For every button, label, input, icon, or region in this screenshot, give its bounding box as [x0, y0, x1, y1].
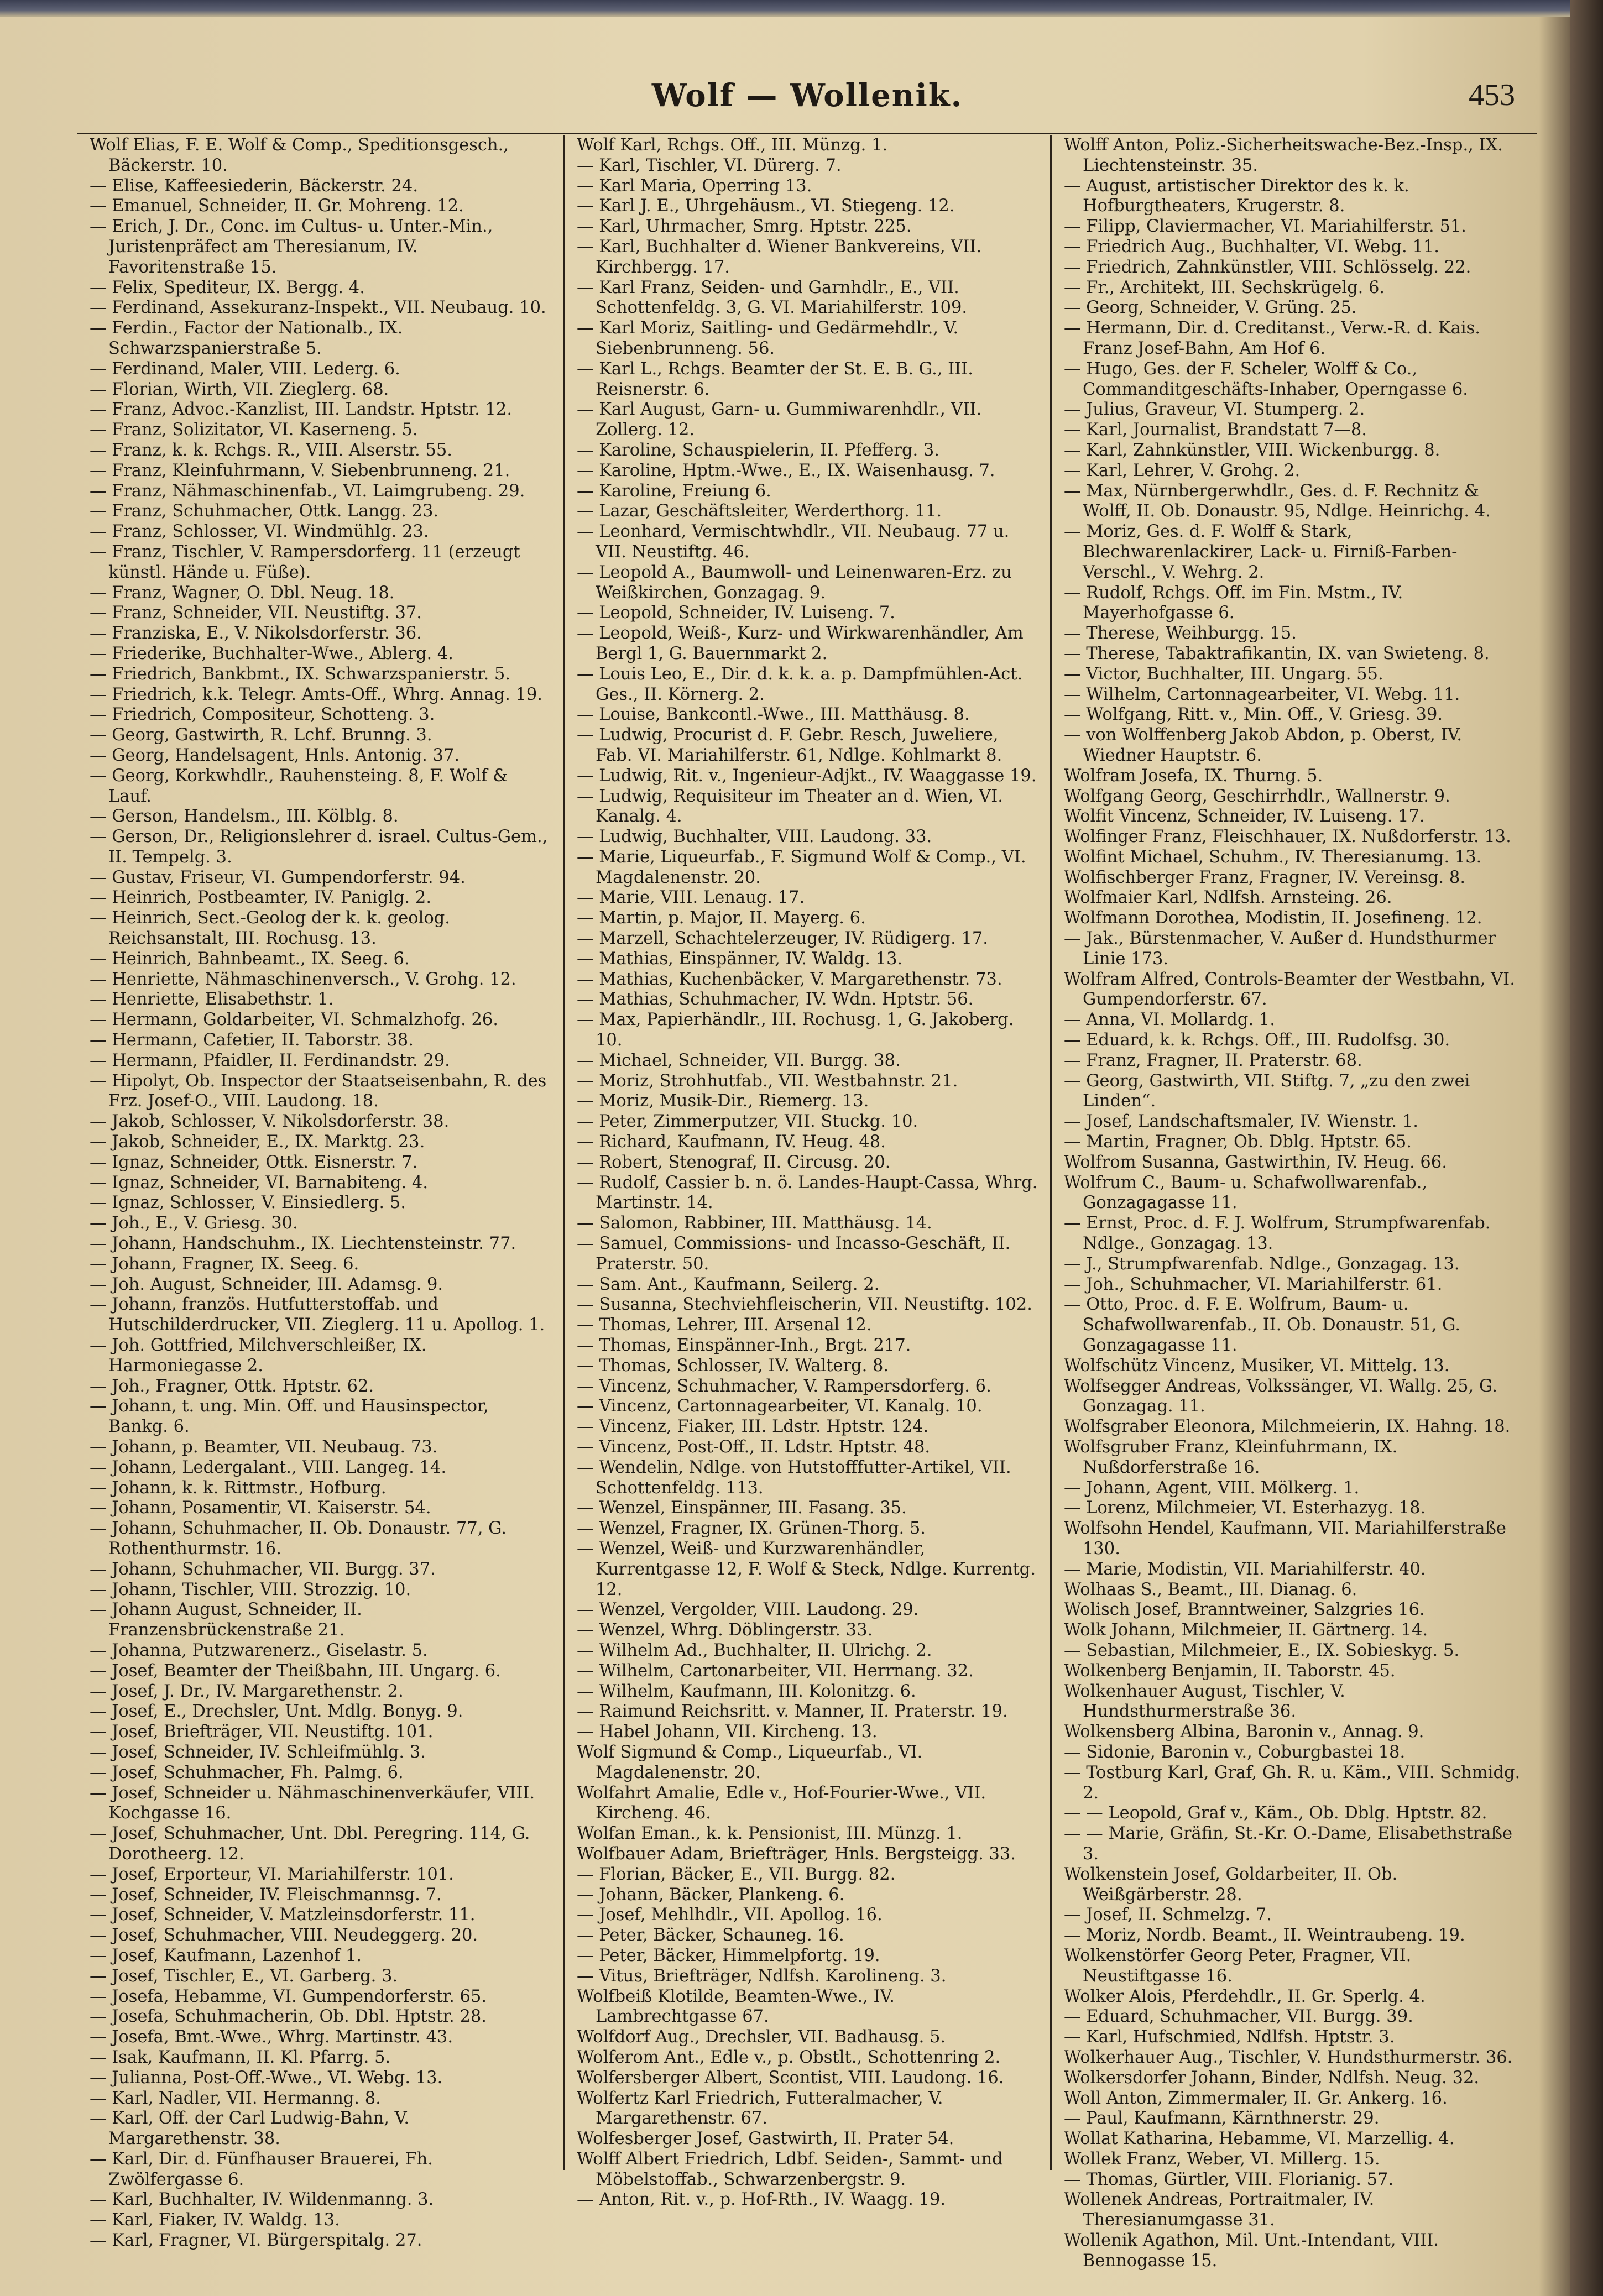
directory-entry: Wolferom Ant., Edle v., p. Obstlt., Schottenring 2.	[577, 2047, 1001, 2067]
directory-entry: — Vincenz, Fiaker, III. Ldstr. Hptstr. 124.	[577, 1417, 929, 1437]
directory-entry: Wolhaas S., Beamt., III. Dianag. 6.	[1064, 1580, 1357, 1599]
directory-entry: — Johann, p. Beamter, VII. Neubaug. 73.	[90, 1437, 438, 1457]
directory-entry: — Karl, Uhrmacher, Smrg. Hptstr. 225.	[577, 217, 912, 237]
directory-entry: — Karl, Buchhalter d. Wiener Bankvereins, VII. Kirchbergg. 17.	[577, 237, 982, 277]
directory-entry: Wolisch Josef, Branntweiner, Salzgries 16.	[1064, 1600, 1425, 1620]
directory-entry: Wolk Johann, Milchmeier, II. Gärtnerg. 14.	[1064, 1620, 1428, 1640]
directory-entry: — Johann, Ledergalant., VIII. Langeg. 14.	[90, 1457, 447, 1477]
directory-entry: Wolfint Michael, Schuhm., IV. Theresianumg. 13.	[1064, 847, 1482, 867]
directory-entry: — Friedrich, Bankbmt., IX. Schwarzspanierstr. 5.	[90, 664, 510, 684]
directory-entry: — Karoline, Freiung 6.	[577, 481, 771, 501]
directory-entry: — Marie, VIII. Lenaug. 17.	[577, 888, 805, 908]
directory-entry: — Franz, Solizitator, VI. Kaserneng. 5.	[90, 420, 418, 440]
directory-entry: — Martin, p. Major, II. Mayerg. 6.	[577, 908, 866, 928]
directory-entry: — Joh., Fragner, Ottk. Hptstr. 62.	[90, 1376, 374, 1396]
directory-entry: — Vincenz, Post-Off., II. Ldstr. Hptstr. 48.	[577, 1437, 931, 1457]
directory-entry: — Rudolf, Rchgs. Off. im Fin. Mstm., IV. Mayerhofgasse 6.	[1064, 583, 1403, 623]
directory-entry: Wolf Elias, F. E. Wolf & Comp., Speditionsgesch., Bäckerstr. 10.	[90, 135, 509, 175]
directory-entry: — Georg, Handelsagent, Hnls. Antonig. 37.	[90, 745, 460, 765]
directory-entry: — Johann, Fragner, IX. Seeg. 6.	[90, 1254, 359, 1274]
directory-entry: — Franz, Kleinfuhrmann, V. Siebenbrunneng. 21.	[90, 461, 510, 480]
directory-entry: — Marie, Modistin, VII. Mariahilferstr. 40.	[1064, 1559, 1426, 1579]
directory-entry: — Ludwig, Requisiteur im Theater an d. Wien, VI. Kanalg. 4.	[577, 786, 1003, 827]
directory-entry: — Josef, Schneider, V. Matzleinsdorferstr. 11.	[90, 1905, 476, 1925]
directory-entry: — Josef, Landschaftsmaler, IV. Wienstr. 1.	[1064, 1112, 1418, 1132]
directory-entry: — Thomas, Lehrer, III. Arsenal 12.	[577, 1315, 872, 1335]
directory-entry: — Josef, Schneider u. Nähmaschinenverkäufer, VIII. Kochgasse 16.	[90, 1783, 535, 1823]
directory-entry: — Josef, Schuhmacher, Unt. Dbl. Peregring. 114, G. Dorotheerg. 12.	[90, 1824, 530, 1864]
directory-entry: — Mathias, Kuchenbäcker, V. Margarethenstr. 73.	[577, 969, 1002, 989]
directory-entry: — Karl, Off. der Carl Ludwig-Bahn, V. Margarethenstr. 38.	[90, 2109, 410, 2149]
directory-entry: Wolf Karl, Rchgs. Off., III. Münzg. 1.	[577, 135, 888, 155]
directory-entry: — Ignaz, Schneider, VI. Barnabiteng. 4.	[90, 1173, 429, 1193]
directory-entry: — Karl J. E., Uhrgehäusm., VI. Stiegeng. 12.	[577, 196, 955, 216]
directory-entry: — Wilhelm Ad., Buchhalter, II. Ulrichg. 2.	[577, 1640, 932, 1660]
directory-entry: — Ignaz, Schlosser, V. Einsiedlerg. 5.	[90, 1193, 406, 1213]
directory-entry: — Lazar, Geschäftsleiter, Werderthorg. 11.	[577, 501, 942, 521]
directory-entry: — Josef, Schuhmacher, Fh. Palmg. 6.	[90, 1762, 404, 1782]
directory-entry: Wolfrom Susanna, Gastwirthin, IV. Heug. 66.	[1064, 1152, 1447, 1172]
directory-entry: — Joh., E., V. Griesg. 30.	[90, 1214, 298, 1233]
column-2	[563, 135, 1050, 2210]
directory-entry: Wolff Albert Friedrich, Ldbf. Seiden-, Sammt- und Möbelstoffab., Schwarzenbergstr. 9.	[577, 2149, 1003, 2189]
entry-columns	[77, 135, 1537, 2271]
directory-entry: — Wenzel, Einspänner, III. Fasang. 35.	[577, 1498, 907, 1518]
directory-entry: — Hermann, Pfaidler, II. Ferdinandstr. 29.	[90, 1050, 450, 1070]
directory-entry: — Wilhelm, Kaufmann, III. Kolonitzg. 6.	[577, 1681, 916, 1701]
directory-entry: — Habel Johann, VII. Kircheng. 13.	[577, 1722, 878, 1742]
directory-entry: — Josef, E., Drechsler, Unt. Mdlg. Bonyg. 9.	[90, 1702, 463, 1722]
directory-entry: — Karl, Fragner, VI. Bürgerspitalg. 27.	[90, 2231, 422, 2251]
directory-entry: — Franz, Nähmaschinenfab., VI. Laimgrubeng. 29.	[90, 481, 525, 501]
column-1	[77, 135, 563, 2251]
directory-entry: Wolfmann Dorothea, Modistin, II. Josefineng. 12.	[1064, 908, 1482, 928]
directory-entry: — Ferdin., Factor der Nationalb., IX. Schwarzspanierstraße 5.	[90, 318, 403, 358]
directory-entry: — Louis Leo, E., Dir. d. k. k. a. p. Dampfmühlen-Act. Ges., II. Körnerg. 2.	[577, 664, 1023, 704]
directory-entry: — Thomas, Schlosser, IV. Walterg. 8.	[577, 1356, 889, 1375]
directory-entry: — Eduard, Schuhmacher, VII. Burgg. 39.	[1064, 2007, 1413, 2027]
directory-entry: — Wendelin, Ndlge. von Hutstofffutter-Artikel, VII. Schottenfeldg. 113.	[577, 1457, 1011, 1498]
directory-entry: — Karl L., Rchgs. Beamter der St. E. B. G., III. Reisnerstr. 6.	[577, 359, 973, 399]
directory-entry: Wolfinger Franz, Fleischhauer, IX. Nußdorferstr. 13.	[1064, 827, 1511, 847]
directory-entry: — Fr., Architekt, III. Sechskrügelg. 6.	[1064, 278, 1385, 297]
directory-entry: — Johann, Schuhmacher, VII. Burgg. 37.	[90, 1559, 436, 1579]
directory-entry: — Moriz, Nordb. Beamt., II. Weintraubeng. 19.	[1064, 1926, 1465, 1945]
directory-entry: — Thomas, Einspänner-Inh., Brgt. 217.	[577, 1336, 911, 1356]
directory-entry: — Karl, Lehrer, V. Grohg. 2.	[1064, 461, 1301, 480]
directory-entry: — Franz, Schneider, VII. Neustiftg. 37.	[90, 603, 422, 623]
directory-entry: — Friedrich, k.k. Telegr. Amts-Off., Whrg. Annag. 19.	[90, 684, 542, 704]
directory-entry: — Isak, Kaufmann, II. Kl. Pfarrg. 5.	[90, 2047, 391, 2067]
directory-entry: — Victor, Buchhalter, III. Ungarg. 55.	[1064, 664, 1383, 684]
directory-entry: — Joh. Gottfried, Milchverschleißer, IX. Harmoniegasse 2.	[90, 1336, 427, 1375]
directory-entry: — Elise, Kaffeesiederin, Bäckerstr. 24.	[90, 176, 419, 196]
directory-entry: — Josef, Schuhmacher, VIII. Neudeggerg. 20.	[90, 1926, 478, 1945]
directory-entry: — Josefa, Bmt.-Wwe., Whrg. Martinstr. 43.	[90, 2027, 453, 2047]
directory-entry: — Emanuel, Schneider, II. Gr. Mohreng. 12.	[90, 196, 464, 216]
directory-entry: — Ernst, Proc. d. F. J. Wolfrum, Strumpfwarenfab. Ndlge., Gonzagag. 13.	[1064, 1214, 1491, 1254]
page-title: Wolf — Wollenik.	[651, 77, 963, 114]
directory-entry: — Sebastian, Milchmeier, E., IX. Sobieskyg. 5.	[1064, 1640, 1460, 1660]
directory-entry: — Joh., Schuhmacher, VI. Mariahilferstr. 61.	[1064, 1274, 1443, 1294]
directory-entry: — Ferdinand, Maler, VIII. Lederg. 6.	[90, 359, 400, 379]
directory-entry: — Karl, Zahnkünstler, VIII. Wickenburgg. 8.	[1064, 440, 1440, 460]
directory-entry: — Richard, Kaufmann, IV. Heug. 48.	[577, 1132, 886, 1152]
directory-entry: Wolfertz Karl Friedrich, Futteralmacher, V. Margarethenstr. 67.	[577, 2088, 943, 2128]
directory-entry: — Josef, Briefträger, VII. Neustiftg. 101.	[90, 1722, 434, 1742]
directory-entry: Wolkenstörfer Georg Peter, Fragner, VII. Neustiftgasse 16.	[1064, 1945, 1412, 1986]
directory-entry: — Johann August, Schneider, II. Franzensbrückenstraße 21.	[90, 1600, 362, 1640]
directory-entry: — Sam. Ant., Kaufmann, Seilerg. 2.	[577, 1274, 880, 1294]
directory-entry: — Josef, Schneider, IV. Fleischmannsg. 7.	[90, 1885, 442, 1905]
directory-entry: — Friedrich, Compositeur, Schotteng. 3.	[90, 705, 435, 725]
directory-entry: Wolfram Josefa, IX. Thurng. 5.	[1064, 766, 1323, 786]
directory-entry: Wolf Sigmund & Comp., Liqueurfab., VI. Magdalenenstr. 20.	[577, 1742, 923, 1782]
directory-entry: — Raimund Reichsritt. v. Manner, II. Praterstr. 19.	[577, 1702, 1008, 1722]
directory-entry: — Josef, II. Schmelzg. 7.	[1064, 1905, 1272, 1925]
directory-entry: — Peter, Bäcker, Himmelpfortg. 19.	[577, 1945, 880, 1965]
directory-entry: — Friedrich, Zahnkünstler, VIII. Schlösselg. 22.	[1064, 257, 1471, 277]
directory-entry: Wolfschütz Vincenz, Musiker, VI. Mittelg. 13.	[1064, 1356, 1450, 1375]
directory-entry: — Heinrich, Bahnbeamt., IX. Seeg. 6.	[90, 949, 410, 969]
page-header	[77, 72, 1537, 133]
directory-entry: — Julianna, Post-Off.-Wwe., VI. Webg. 13.	[90, 2068, 443, 2088]
directory-entry: — Hermann, Dir. d. Creditanst., Verw.-R. d. Kais. Franz Josef-Bahn, Am Hof 6.	[1064, 318, 1480, 358]
directory-entry: Wolff Anton, Poliz.-Sicherheitswache-Bez.-Insp., IX. Liechtensteinstr. 35.	[1064, 135, 1503, 175]
directory-entry: — — Leopold, Graf v., Käm., Ob. Dblg. Hptstr. 82.	[1064, 1803, 1487, 1823]
directory-entry: — Karl, Hufschmied, Ndlfsh. Hptstr. 3.	[1064, 2027, 1395, 2047]
directory-entry: — Martin, Fragner, Ob. Dblg. Hptstr. 65.	[1064, 1132, 1412, 1152]
directory-entry: — Johann, französ. Hutfutterstoffab. und Hutschilderdrucker, VII. Zieglerg. 11 u. Apollog. 1.	[90, 1295, 545, 1335]
directory-entry: — Hermann, Cafetier, II. Taborstr. 38.	[90, 1031, 414, 1050]
directory-entry: — Moriz, Strohhutfab., VII. Westbahnstr. 21.	[577, 1071, 958, 1091]
directory-entry: — Josef, Schneider, IV. Schleifmühlg. 3.	[90, 1742, 426, 1762]
directory-entry: — Georg, Gastwirth, R. Lchf. Brunng. 3.	[90, 725, 432, 745]
directory-entry: — Josef, Beamter der Theißbahn, III. Ungarg. 6.	[90, 1661, 501, 1681]
directory-entry: — Max, Papierhändlr., III. Rochusg. 1, G. Jakoberg. 10.	[577, 1010, 1014, 1050]
header-rule	[77, 133, 1537, 134]
directory-entry: — Johann, k. k. Rittmstr., Hofburg.	[90, 1478, 387, 1498]
directory-entry: — Marzell, Schachtelerzeuger, IV. Rüdigerg. 17.	[577, 929, 988, 949]
directory-entry: — Ludwig, Buchhalter, VIII. Laudong. 33.	[577, 827, 932, 847]
directory-entry: Wolkenberg Benjamin, II. Taborstr. 45.	[1064, 1661, 1396, 1681]
directory-entry: — Leopold A., Baumwoll- und Leinenwaren-Erz. zu Weißkirchen, Gonzagag. 9.	[577, 562, 1012, 603]
directory-entry: — Johann, Schuhmacher, II. Ob. Donaustr. 77, G. Rothenthurmstr. 16.	[90, 1519, 507, 1558]
directory-entry: — Josef, Tischler, E., VI. Garberg. 3.	[90, 1966, 398, 1986]
directory-entry: — Franz, Wagner, O. Dbl. Neug. 18.	[90, 583, 395, 603]
directory-entry: — Karl, Buchhalter, IV. Wildenmanng. 3.	[90, 2190, 434, 2210]
directory-entry: Wolkenstein Josef, Goldarbeiter, II. Ob. Weißgärberstr. 28.	[1064, 1864, 1398, 1905]
directory-entry: — — Marie, Gräfin, St.-Kr. O.-Dame, Elisabethstraße 3.	[1064, 1824, 1513, 1864]
directory-entry: — Ignaz, Schneider, Ottk. Eisnerstr. 7.	[90, 1152, 418, 1172]
directory-entry: — Franz, Tischler, V. Rampersdorferg. 11 (erzeugt künstl. Hände u. Füße).	[90, 542, 520, 582]
directory-entry: Wolkersdorfer Johann, Binder, Ndlfsh. Neug. 32.	[1064, 2068, 1480, 2088]
directory-entry: — Vincenz, Schuhmacher, V. Rampersdorferg. 6.	[577, 1376, 991, 1396]
directory-entry: — Friedrich Aug., Buchhalter, VI. Webg. 11.	[1064, 237, 1439, 257]
directory-entry: — Michael, Schneider, VII. Burgg. 38.	[577, 1050, 901, 1070]
directory-entry: — Susanna, Stechviehfleischerin, VII. Neustiftg. 102.	[577, 1295, 1032, 1315]
directory-entry: — Georg, Schneider, V. Grüng. 25.	[1064, 298, 1357, 318]
directory-entry: Wolfdorf Aug., Drechsler, VII. Badhausg. 5.	[577, 2027, 946, 2047]
directory-entry: — Jak., Bürstenmacher, V. Außer d. Hundsthurmer Linie 173.	[1064, 929, 1496, 969]
directory-entry: — Wilhelm, Cartonarbeiter, VII. Herrnang. 32.	[577, 1661, 974, 1681]
directory-entry: — Moriz, Ges. d. F. Wolff & Stark, Blechwarenlackirer, Lack- u. Firniß-Farben-Verschl., V. Wehrg. 2.	[1064, 522, 1458, 582]
directory-entry: Wolfit Vincenz, Schneider, IV. Luiseng. 17.	[1064, 807, 1425, 827]
directory-entry: — Ludwig, Rit. v., Ingenieur-Adjkt., IV. Waaggasse 19.	[577, 766, 1037, 786]
column-3	[1050, 135, 1537, 2271]
directory-entry: Wolfsohn Hendel, Kaufmann, VII. Mariahilferstraße 130.	[1064, 1519, 1506, 1558]
directory-entry: — Ludwig, Procurist d. F. Gebr. Resch, Juweliere, Fab. VI. Mariahilferstr. 61, Ndlge. Kohlmarkt 8.	[577, 725, 1002, 765]
directory-entry: — Karl, Fiaker, IV. Waldg. 13.	[90, 2210, 340, 2230]
directory-entry: — Robert, Stenograf, II. Circusg. 20.	[577, 1152, 891, 1172]
directory-entry: Wolfbeiß Klotilde, Beamten-Wwe., IV. Lambrechtgasse 67.	[577, 1986, 895, 2027]
directory-entry: — Wolfgang, Ritt. v., Min. Off., V. Griesg. 39.	[1064, 705, 1443, 725]
directory-entry: — Karl, Tischler, VI. Dürerg. 7.	[577, 155, 842, 175]
directory-entry: — Leopold, Weiß-, Kurz- und Wirkwarenhändler, Am Bergl 1, G. Bauernmarkt 2.	[577, 624, 1024, 663]
directory-entry: — Paul, Kaufmann, Kärnthnerstr. 29.	[1064, 2109, 1380, 2128]
directory-entry: — Franz, k. k. Rchgs. R., VIII. Alserstr. 55.	[90, 440, 452, 460]
directory-entry: Wolfesberger Josef, Gastwirth, II. Prater 54.	[577, 2129, 954, 2149]
directory-entry: Wolker Alois, Pferdehdlr., II. Gr. Sperlg. 4.	[1064, 1986, 1426, 2006]
directory-entry: — Rudolf, Cassier b. n. ö. Landes-Haupt-Cassa, Whrg. Martinstr. 14.	[577, 1173, 1038, 1213]
directory-entry: — Salomon, Rabbiner, III. Matthäusg. 14.	[577, 1214, 932, 1233]
directory-entry: — Josefa, Schuhmacherin, Ob. Dbl. Hptstr. 28.	[90, 2007, 487, 2027]
directory-entry: Wolfram Alfred, Controls-Beamter der Westbahn, VI. Gumpendorferstr. 67.	[1064, 969, 1515, 1010]
directory-entry: — Karl, Journalist, Brandstatt 7—8.	[1064, 420, 1367, 440]
directory-entry: Wolfischberger Franz, Fragner, IV. Vereinsg. 8.	[1064, 867, 1466, 887]
directory-entry: Wolfersberger Albert, Scontist, VIII. Laudong. 16.	[577, 2068, 1004, 2088]
directory-entry: — Gerson, Handelsm., III. Kölblg. 8.	[90, 807, 399, 827]
directory-entry: — Franziska, E., V. Nikolsdorferstr. 36.	[90, 624, 422, 644]
directory-entry: Wollek Franz, Weber, VI. Millerg. 15.	[1064, 2149, 1380, 2169]
directory-entry: Wolkerhauer Aug., Tischler, V. Hundsthurmerstr. 36.	[1064, 2047, 1513, 2067]
directory-entry: — Hipolyt, Ob. Inspector der Staatseisenbahn, R. des Frz. Josef-O., VIII. Laudong. 18.	[90, 1071, 547, 1111]
directory-entry: — Julius, Graveur, VI. Stumperg. 2.	[1064, 400, 1365, 420]
directory-entry: — Johann, Tischler, VIII. Strozzig. 10.	[90, 1580, 411, 1599]
directory-entry: — Josef, Kaufmann, Lazenhof 1.	[90, 1945, 362, 1965]
directory-entry: — Josef, Erporteur, VI. Mariahilferstr. 101.	[90, 1864, 454, 1884]
directory-entry: Woll Anton, Zimmermaler, II. Gr. Ankerg. 16.	[1064, 2088, 1448, 2108]
directory-entry: — Gerson, Dr., Religionslehrer d. israel. Cultus-Gem., II. Tempelg. 3.	[90, 827, 548, 867]
directory-entry: — Otto, Proc. d. F. E. Wolfrum, Baum- u. Schafwollwarenfab., II. Ob. Donaustr. 51, G. Gonzagagasse 11.	[1064, 1295, 1461, 1356]
directory-entry: — Mathias, Schuhmacher, IV. Wdn. Hptstr. 56.	[577, 990, 974, 1010]
directory-entry: — Wenzel, Weiß- und Kurzwarenhändler, Kurrentgasse 12, F. Wolf & Steck, Ndlge. Kurrentg. 12.	[577, 1539, 1036, 1599]
directory-entry: — Franz, Schlosser, VI. Windmühlg. 23.	[90, 522, 429, 542]
directory-entry: — Peter, Zimmerputzer, VII. Stuckg. 10.	[577, 1112, 918, 1132]
directory-entry: — Franz, Advoc.-Kanzlist, III. Landstr. Hptstr. 12.	[90, 400, 513, 420]
directory-entry: — Karl Moriz, Saitling- und Gedärmehdlr., V. Siebenbrunneng. 56.	[577, 318, 959, 358]
directory-entry: — Samuel, Commissions- und Incasso-Geschäft, II. Praterstr. 50.	[577, 1234, 1011, 1274]
directory-entry: — Vitus, Briefträger, Ndlfsh. Karolineng. 3.	[577, 1966, 947, 1986]
page-number: 453	[1469, 78, 1515, 112]
directory-entry: — Johann, Handschuhm., IX. Liechtensteinstr. 77.	[90, 1234, 516, 1254]
directory-entry: — Georg, Gastwirth, VII. Stiftg. 7, „zu den zwei Linden“.	[1064, 1071, 1470, 1111]
directory-entry: — Felix, Spediteur, IX. Bergg. 4.	[90, 278, 365, 297]
directory-entry: Wolfrum C., Baum- u. Schafwollwarenfab., Gonzagagasse 11.	[1064, 1173, 1428, 1213]
directory-entry: — Johanna, Putzwarenerz., Giselastr. 5.	[90, 1640, 428, 1660]
directory-entry: — Hermann, Goldarbeiter, VI. Schmalzhofg. 26.	[90, 1010, 498, 1030]
directory-entry: — Gustav, Friseur, VI. Gumpendorferstr. 94.	[90, 867, 466, 887]
directory-entry: Wolfbauer Adam, Briefträger, Hnls. Bergsteigg. 33.	[577, 1844, 1016, 1864]
directory-entry: — Josefa, Hebamme, VI. Gumpendorferstr. 65.	[90, 1986, 487, 2006]
directory-entry: — Karoline, Schauspielerin, II. Pfefferg. 3.	[577, 440, 939, 460]
directory-entry: Wolfgang Georg, Geschirrhdlr., Wallnerstr. 9.	[1064, 786, 1450, 806]
directory-entry: — Georg, Korkwhdlr., Rauhensteing. 8, F. Wolf & Lauf.	[90, 766, 508, 806]
directory-entry: — Tostburg Karl, Graf, Gh. R. u. Käm., VIII. Schmidg. 2.	[1064, 1762, 1521, 1803]
directory-entry: — Louise, Bankcontl.-Wwe., III. Matthäusg. 8.	[577, 705, 970, 725]
directory-entry: Wolfsegger Andreas, Volkssänger, VI. Wallg. 25, G. Gonzagag. 11.	[1064, 1376, 1497, 1416]
directory-entry: — Karoline, Hptm.-Wwe., E., IX. Waisenhausg. 7.	[577, 461, 995, 480]
directory-entry: — Wenzel, Whrg. Döblingerstr. 33.	[577, 1620, 873, 1640]
directory-entry: — von Wolffenberg Jakob Abdon, p. Oberst, IV. Wiedner Hauptstr. 6.	[1064, 725, 1463, 765]
directory-entry: Wolfsgraber Eleonora, Milchmeierin, IX. Hahng. 18.	[1064, 1417, 1511, 1437]
directory-entry: — Jakob, Schneider, E., IX. Marktg. 23.	[90, 1132, 425, 1152]
directory-entry: — Ferdinand, Assekuranz-Inspekt., VII. Neubaug. 10.	[90, 298, 546, 318]
directory-entry: — Henriette, Nähmaschinenversch., V. Grohg. 12.	[90, 969, 516, 989]
directory-entry: — Hugo, Ges. der F. Scheler, Wolff & Co., Commanditgeschäfts-Inhaber, Operngasse 6.	[1064, 359, 1468, 399]
directory-entry: — Heinrich, Sect.-Geolog der k. k. geolog. Reichsanstalt, III. Rochusg. 13.	[90, 908, 450, 949]
directory-entry: — Karl, Nadler, VII. Hermanng. 8.	[90, 2088, 381, 2108]
directory-entry: — Leopold, Schneider, IV. Luiseng. 7.	[577, 603, 895, 623]
directory-entry: — Wilhelm, Cartonnagearbeiter, VI. Webg. 11.	[1064, 684, 1460, 704]
directory-entry: — Florian, Bäcker, E., VII. Burgg. 82.	[577, 1864, 896, 1884]
directory-entry: — Eduard, k. k. Rchgs. Off., III. Rudolfsg. 30.	[1064, 1031, 1450, 1050]
directory-entry: — Karl August, Garn- u. Gummiwarenhdlr., VII. Zollerg. 12.	[577, 400, 982, 440]
directory-entry: — Anna, VI. Mollardg. 1.	[1064, 1010, 1275, 1030]
directory-entry: — Erich, J. Dr., Conc. im Cultus- u. Unter.-Min., Juristenpräfect am Theresianum, IV. Favoritenstraße 15.	[90, 217, 493, 277]
directory-entry: — Johann, t. ung. Min. Off. und Hausinspector, Bankg. 6.	[90, 1397, 489, 1437]
directory-entry: Wollenik Agathon, Mil. Unt.-Intendant, VIII. Bennogasse 15.	[1064, 2231, 1439, 2271]
directory-entry: — Marie, Liqueurfab., F. Sigmund Wolf & Comp., VI. Magdalenenstr. 20.	[577, 847, 1026, 887]
directory-entry: — Josef, J. Dr., IV. Margarethenstr. 2.	[90, 1681, 404, 1701]
directory-entry: — Joh. August, Schneider, III. Adamsg. 9.	[90, 1274, 443, 1294]
directory-entry: — Florian, Wirth, VII. Zieglerg. 68.	[90, 379, 389, 399]
directory-entry: Wolkensberg Albina, Baronin v., Annag. 9.	[1064, 1722, 1424, 1742]
directory-entry: — Franz, Schuhmacher, Ottk. Langg. 23.	[90, 501, 439, 521]
top-edge	[0, 0, 1603, 17]
directory-entry: Wolfsgruber Franz, Kleinfuhrmann, IX. Nußdorferstraße 16.	[1064, 1437, 1398, 1477]
directory-entry: — Thomas, Gürtler, VIII. Florianig. 57.	[1064, 2169, 1394, 2189]
directory-entry: — Karl Maria, Operring 13.	[577, 176, 812, 196]
directory-entry: — Lorenz, Milchmeier, VI. Esterhazyg. 18.	[1064, 1498, 1426, 1518]
directory-entry: Wolfmaier Karl, Ndlfsh. Arnsteing. 26.	[1064, 888, 1392, 908]
directory-entry: — Vincenz, Cartonnagearbeiter, VI. Kanalg. 10.	[577, 1397, 983, 1416]
directory-entry: — Johann, Bäcker, Plankeng. 6.	[577, 1885, 845, 1905]
directory-entry: — Karl Franz, Seiden- und Garnhdlr., E., VII. Schottenfeldg. 3, G. VI. Mariahilferstr. 109.	[577, 278, 968, 318]
directory-entry: — Peter, Bäcker, Schauneg. 16.	[577, 1926, 844, 1945]
directory-entry: — Josef, Mehlhdlr., VII. Apollog. 16.	[577, 1905, 883, 1925]
directory-entry: Wolkenhauer August, Tischler, V. Hundsthurmerstraße 36.	[1064, 1681, 1345, 1722]
directory-entry: — Jakob, Schlosser, V. Nikolsdorferstr. 38.	[90, 1112, 450, 1132]
directory-entry: — Therese, Tabaktrafikantin, IX. van Swieteng. 8.	[1064, 644, 1490, 663]
directory-entry: — Filipp, Claviermacher, VI. Mariahilferstr. 51.	[1064, 217, 1466, 237]
directory-entry: — Max, Nürnbergerwhdlr., Ges. d. F. Rechnitz & Wolff, II. Ob. Donaustr. 95, Ndlge. Heinrichg. 4.	[1064, 481, 1491, 521]
directory-entry: — Anton, Rit. v., p. Hof-Rth., IV. Waagg. 19.	[577, 2190, 946, 2210]
book-spine	[1570, 0, 1603, 2296]
directory-entry: — Franz, Fragner, II. Praterstr. 68.	[1064, 1050, 1362, 1070]
directory-entry: — Leonhard, Vermischtwhdlr., VII. Neubaug. 77 u. VII. Neustiftg. 46.	[577, 522, 1010, 562]
directory-entry: — Sidonie, Baronin v., Coburgbastei 18.	[1064, 1742, 1406, 1762]
directory-entry: Wollenek Andreas, Portraitmaler, IV. Theresianumgasse 31.	[1064, 2190, 1375, 2230]
directory-entry: — J., Strumpfwarenfab. Ndlge., Gonzagag. 13.	[1064, 1254, 1460, 1274]
directory-entry: — Wenzel, Vergolder, VIII. Laudong. 29.	[577, 1600, 919, 1620]
directory-entry: — Karl, Dir. d. Fünfhauser Brauerei, Fh. Zwölfergasse 6.	[90, 2149, 433, 2189]
directory-entry: — Therese, Weihburgg. 15.	[1064, 624, 1297, 644]
directory-entry: — Wenzel, Fragner, IX. Grünen-Thorg. 5.	[577, 1519, 926, 1539]
directory-entry: — Johann, Agent, VIII. Mölkerg. 1.	[1064, 1478, 1360, 1498]
directory-entry: — Heinrich, Postbeamter, IV. Paniglg. 2.	[90, 888, 432, 908]
directory-entry: — Johann, Posamentir, VI. Kaiserstr. 54.	[90, 1498, 431, 1518]
directory-entry: Wolfahrt Amalie, Edle v., Hof-Fourier-Wwe., VII. Kircheng. 46.	[577, 1783, 986, 1823]
directory-entry: Wollat Katharina, Hebamme, VI. Marzellig. 4.	[1064, 2129, 1455, 2149]
directory-entry: — Henriette, Elisabethstr. 1.	[90, 990, 334, 1010]
directory-entry: — Friederike, Buchhalter-Wwe., Ablerg. 4.	[90, 644, 453, 663]
directory-entry: — August, artistischer Direktor des k. k. Hofburgtheaters, Krugerstr. 8.	[1064, 176, 1409, 216]
directory-entry: — Moriz, Musik-Dir., Riemerg. 13.	[577, 1091, 869, 1111]
directory-entry: Wolfan Eman., k. k. Pensionist, III. Münzg. 1.	[577, 1824, 963, 1844]
directory-entry: — Mathias, Einspänner, IV. Waldg. 13.	[577, 949, 903, 969]
